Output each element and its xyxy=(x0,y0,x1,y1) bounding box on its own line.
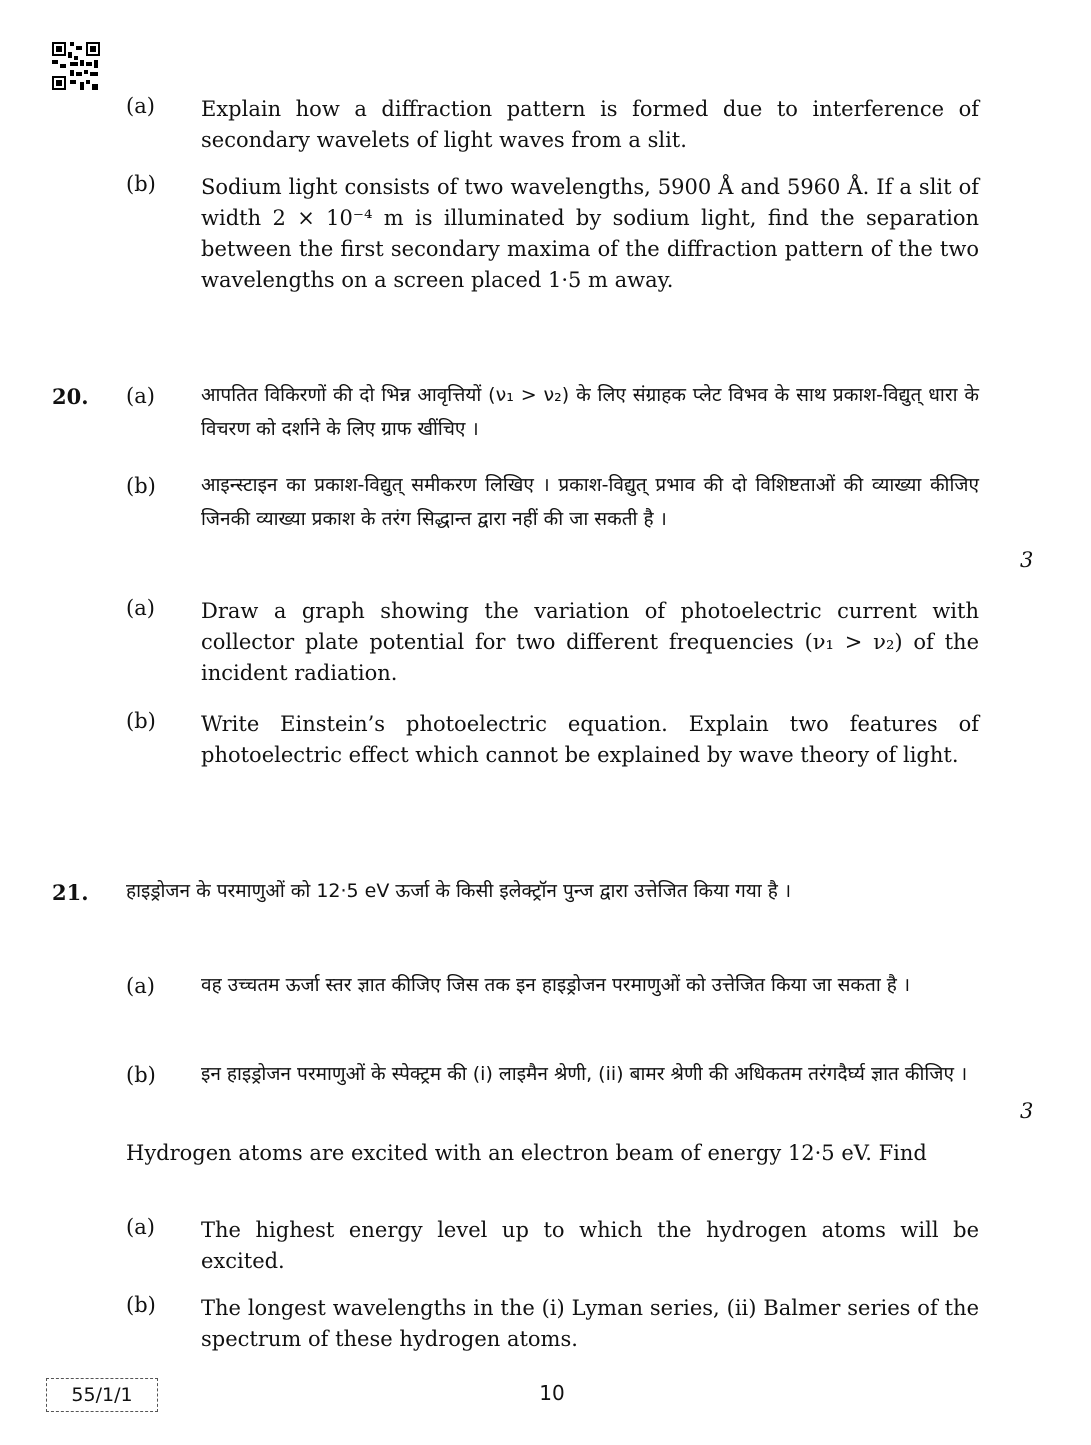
part-label: (a) xyxy=(126,1215,155,1239)
part-label: (a) xyxy=(126,974,155,998)
page-number: 10 xyxy=(539,1381,565,1405)
q21-en-a-text: The highest energy level up to which the hydrogen atoms will be excited. xyxy=(201,1218,979,1273)
q21-hi-intro: हाइड्रोजन के परमाणुओं को 12·5 eV ऊर्जा के किसी इलेक्ट्रॉन पुन्ज द्वारा उत्तेजित किया गया है । xyxy=(126,880,792,902)
q20-hi-a-text: आपतित विकिरणों की दो भिन्न आवृत्तियों (ν₁ > ν₂) के लिए संग्राहक प्लेट विभव के साथ प्रकाश-विद्युत् धारा के विचरण को दर्शाने के लिए ग्राफ खींचिए । xyxy=(201,384,979,440)
q20-en-b-text: Write Einstein’s photoelectric equation. Explain two features of photoelectric effect which cannot be explained by wave theory of light. xyxy=(201,712,979,767)
part-label: (b) xyxy=(126,709,156,733)
q19-b-text: Sodium light consists of two wavelengths, 5900 Å and 5960 Å. If a slit of width 2 × 10⁻⁴ m is illuminated by sodium light, find the separation between the first secondary maxima of the diffraction pattern of the two wavelengths on a screen placed 1·5 m away. xyxy=(201,175,979,292)
q20-hi-b-text: आइन्स्टाइन का प्रकाश-विद्युत् समीकरण लिखिए । प्रकाश-विद्युत् प्रभाव की दो विशिष्टताओं की व्याख्या कीजिए जिनकी व्याख्या प्रकाश के तरंग सिद्धान्त द्वारा नहीं की जा सकती है । xyxy=(201,474,979,530)
part-label: (a) xyxy=(126,384,155,408)
part-label: (b) xyxy=(126,1063,156,1087)
q21-en-b-text: The longest wavelengths in the (i) Lyman series, (ii) Balmer series of the spectrum of these hydrogen atoms. xyxy=(201,1296,979,1351)
q19-a-text: Explain how a diffraction pattern is formed due to interference of secondary wavelets of light waves from a slit. xyxy=(201,97,979,152)
marks: 3 xyxy=(1020,1099,1034,1123)
marks: 3 xyxy=(1020,548,1034,572)
question-number: 20. xyxy=(52,384,89,409)
part-label: (b) xyxy=(126,172,156,196)
q21-en-intro: Hydrogen atoms are excited with an electron beam of energy 12·5 eV. Find xyxy=(126,1141,927,1165)
qr-code-icon xyxy=(52,42,100,90)
question-number: 21. xyxy=(52,880,89,905)
q21-hi-a-text: वह उच्चतम ऊर्जा स्तर ज्ञात कीजिए जिस तक इन हाइड्रोजन परमाणुओं को उत्तेजित किया जा सकता है । xyxy=(201,974,911,996)
q21-hi-b-text: इन हाइड्रोजन परमाणुओं के स्पेक्ट्रम की (i) लाइमैन श्रेणी, (ii) बामर श्रेणी की अधिकतम तरंगदैर्घ्य ज्ञात कीजिए । xyxy=(201,1063,968,1085)
part-label: (a) xyxy=(126,94,155,118)
part-label: (a) xyxy=(126,596,155,620)
part-label: (b) xyxy=(126,474,156,498)
paper-code: 55/1/1 xyxy=(46,1378,158,1412)
part-label: (b) xyxy=(126,1293,156,1317)
q20-en-a-text: Draw a graph showing the variation of photoelectric current with collector plate potential for two different frequencies (ν₁ > ν₂) of the incident radiation. xyxy=(201,599,979,685)
